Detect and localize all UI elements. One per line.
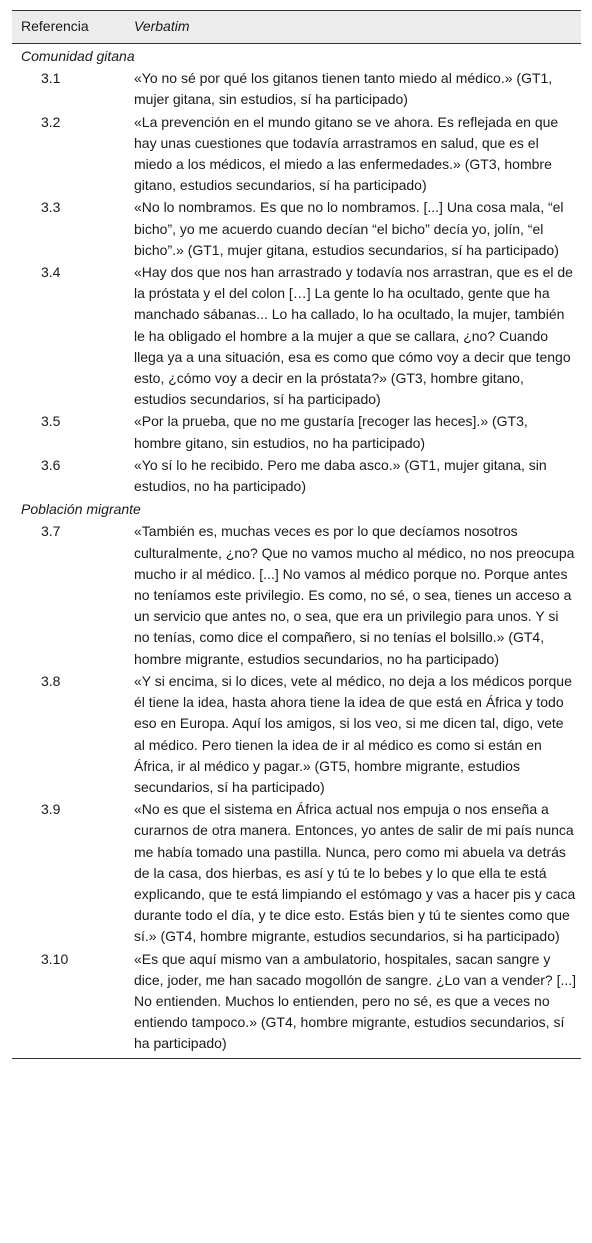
header-reference: Referencia [12, 11, 132, 44]
reference-cell: 3.8 [41, 672, 61, 689]
table-row [12, 67, 581, 110]
table-row [12, 670, 581, 798]
group-title: Comunidad gitana [21, 48, 135, 64]
verbatim-cell: «Yo sí lo he recibido. Pero me daba asco.» (GT1, mujer gitana, sin estudios, no ha participado) [134, 456, 547, 495]
reference-cell: 3.7 [41, 523, 61, 540]
reference-cell: 3.10 [12, 948, 132, 1059]
reference-cell: 3.1 [41, 70, 61, 87]
table-row [12, 948, 581, 1059]
verbatim-cell: «No es que el sistema en África actual nos empuja o nos enseña a curarnos de otra manera. Entonces, yo antes de salir de mi país nunca me había tomado una pastilla. Nunca, pero como mi abuela va detrás de la casa, dos hierbas, es así y tú te lo bebes y lo que ella te está explicando, que te está limpiando el estómago y vas a hacer pis y caca durante todo el día, y te dice esto. Estás bien y tú te sientes como que sí.» (GT4, hombre migrante, estudios secundarios, si ha participado) [134, 801, 576, 945]
table-header [12, 11, 581, 44]
reference-cell: 3.4 [41, 264, 61, 281]
group-row-comunidad-gitana [12, 44, 581, 68]
header-row [12, 11, 581, 44]
reference-cell: 3.3 [41, 199, 61, 216]
group-title: Población migrante [21, 501, 141, 518]
table-row [12, 520, 581, 669]
reference-cell: 3.9 [41, 801, 61, 818]
verbatim-cell: «No lo nombramos. Es que no lo nombramos. [...] Una cosa mala, “el bicho”, yo me acuerdo cuando decían “el bicho” decía yo, jolín, “el bicho”.» (GT1, mujer gitana, estudios secundarios, sí ha participado) [134, 199, 564, 258]
reference-cell: 3.5 [41, 413, 61, 430]
reference-cell: 3.6 [41, 456, 61, 473]
verbatim-cell: «Hay dos que nos han arrastrado y todavía nos arrastran, que es el de la próstata y el del colon […] La gente lo ha ocultado, gente que ha manchado sábanas... Lo ha callado, lo ha ocultado, la mujer, también le ha obligado el hombre a la mujer a que se callara, ¿no? Cuando llega ya a una situación, esa es como que cómo voy a decir que tengo esto, ¿cómo voy a decir en la próstata?» (GT3, hombre gitano, estudios secundarios, sí ha participado) [134, 264, 573, 408]
verbatim-cell: «Y si encima, si lo dices, vete al médico, no deja a los médicos porque él tiene la idea, hasta ahora tiene la idea de que está en África y todo eso en Europa. Aquí los amigos, si los veo, si me dicen tal, digo, vete al médico. Pero tienen la idea de ir al médico es como si están en África, ir al médico y pagar.» (GT5, hombre migrante, estudios secundarios, sí ha participado) [134, 672, 572, 795]
reference-cell: 3.2 [41, 113, 61, 130]
table-row [12, 196, 581, 261]
verbatim-cell: «También es, muchas veces es por lo que decíamos nosotros culturalmente, ¿no? Que no vamos mucho al médico, no nos preocupa mucho ir al médico. [...] No vamos al médico porque no. Porque antes no teníamos este privilegio. Es como, no sé, o sea, tienes un acceso a un servicio que antes no, o sea, que era un privilegio para unos. Y si no tenías, como dice el compañero, si no tenías el bolsillo.» (GT4, hombre migrante, estudios secundarios, no ha participado) [134, 523, 575, 667]
table-body [12, 44, 581, 1059]
verbatim-cell: «Yo no sé por qué los gitanos tienen tanto miedo al médico.» (GT1, mujer gitana, sin estudios, sí ha participado) [134, 70, 553, 108]
table-row [12, 454, 581, 497]
group-row-poblacion-migrante [12, 497, 581, 520]
header-verbatim: Verbatim [132, 11, 581, 44]
table-row [12, 410, 581, 453]
verbatim-cell: «La prevención en el mundo gitano se ve ahora. Es reflejada en que hay unas cuestiones que todavía arrastramos en salud, que es el miedo a los médicos, el miedo a las enfermedades.» (GT3, hombre gitano, estudios secundarios, sí ha participado) [134, 113, 559, 194]
verbatim-cell: «Es que aquí mismo van a ambulatorio, hospitales, sacan sangre y dice, joder, me han sacado mogollón de sangre. ¿Lo van a vender? [...] No entienden. Muchos lo entienden, pero no sé, es que a veces no entiendo tampoco.» (GT4, hombre migrante, estudios secundarios, sí ha participado) [132, 948, 581, 1059]
table-row [12, 261, 581, 410]
table-row [12, 111, 581, 197]
table-row [12, 798, 581, 947]
verbatim-cell: «Por la prueba, que no me gustaría [recoger las heces].» (GT3, hombre gitano, sin estudios, no ha participado) [134, 413, 528, 451]
verbatim-table [12, 10, 581, 1059]
